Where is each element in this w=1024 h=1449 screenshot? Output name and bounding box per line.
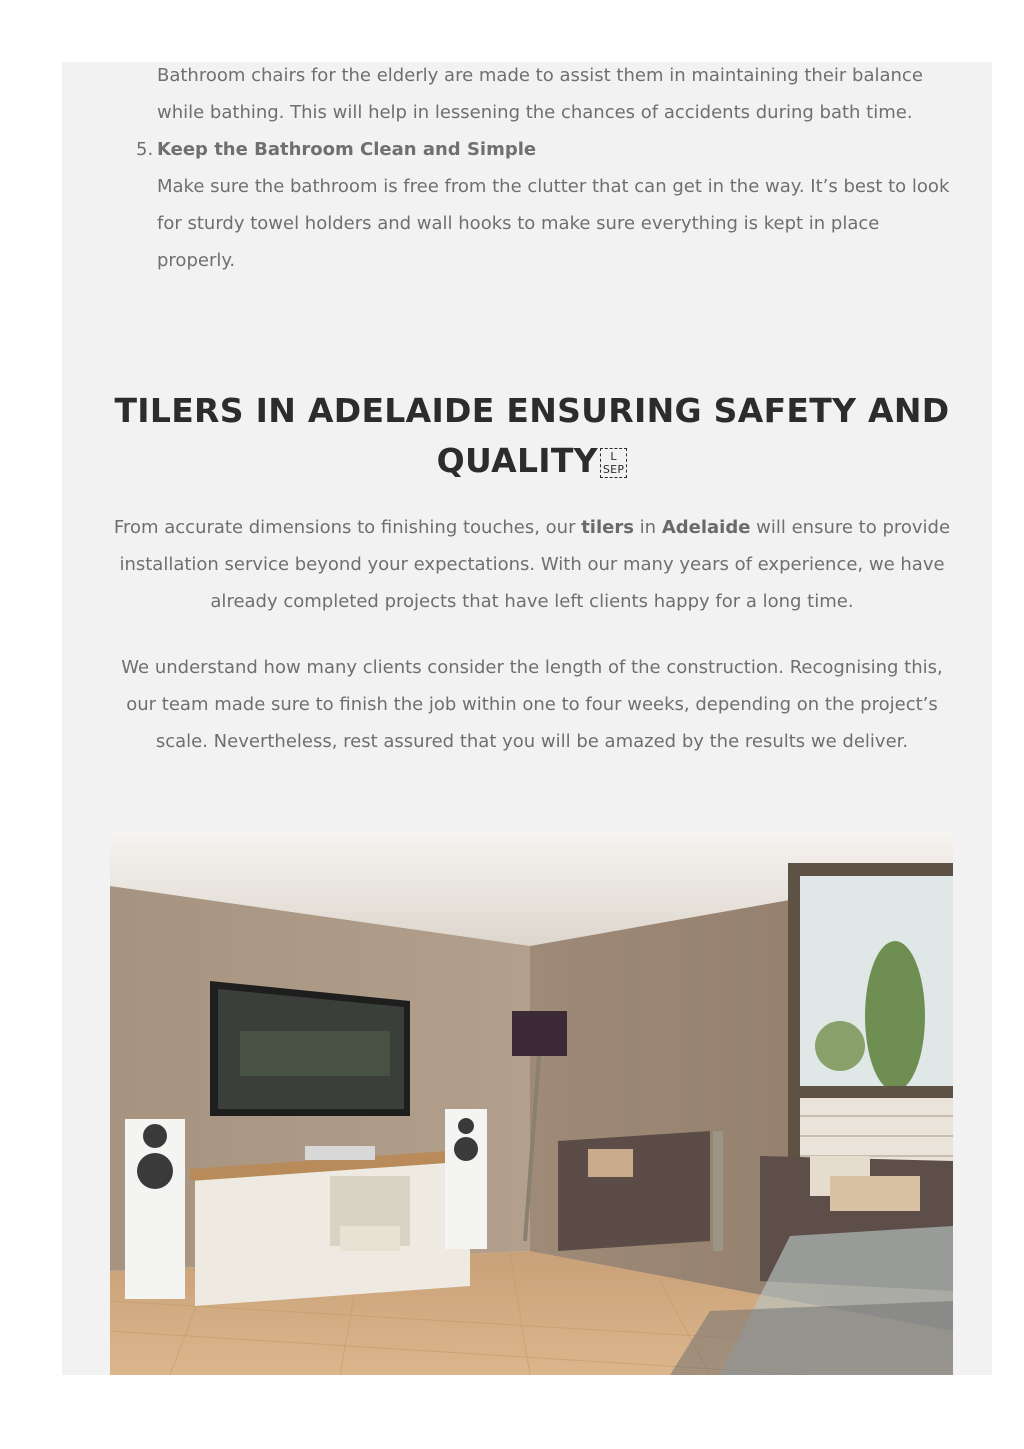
paragraph-2-line-3: scale. Nevertheless, rest assured that you will be amazed by the results we deliver. xyxy=(155,731,909,752)
list-item-5-text-line-1: Make sure the bathroom is free from the clutter that can get in the way. It’s best to look xyxy=(157,176,950,197)
keyword-tilers: tilers xyxy=(581,517,634,538)
section-heading-line-2 xyxy=(110,436,954,486)
sep-glyph-top: L xyxy=(610,449,617,463)
sep-glyph-bottom: SEP xyxy=(602,462,625,476)
living-room-illustration xyxy=(110,831,953,1375)
sep-glyph-box xyxy=(600,448,627,478)
paragraph-1-line-3: already completed projects that have left clients happy for a long time. xyxy=(210,591,854,612)
section-heading-line-1: TILERS IN ADELAIDE ENSURING SAFETY AND xyxy=(114,391,950,430)
list-item-4-text-line-2: while bathing. This will help in lessening the chances of accidents during bath time. xyxy=(157,102,913,123)
list-item-5-text-line-2: for sturdy towel holders and wall hooks to make sure everything is kept in place xyxy=(157,213,880,234)
section-heading-line-2-text: QUALITY xyxy=(436,441,598,480)
list-item-5-title: Keep the Bathroom Clean and Simple xyxy=(157,139,537,160)
keyword-adelaide: Adelaide xyxy=(661,517,751,538)
paragraph-1-line-1 xyxy=(106,509,958,546)
paragraph-1-text: From accurate dimensions to finishing touches, our xyxy=(113,517,582,538)
list-item-5-number: 5. xyxy=(136,139,154,160)
paragraph-2-line-1: We understand how many clients consider the length of the construction. Recognising this, xyxy=(121,657,943,678)
list-item-4-text-line-1: Bathroom chairs for the elderly are made to assist them in maintaining their balance xyxy=(157,65,923,86)
paragraph-1-line-2: installation service beyond your expectations. With our many years of experience, we have xyxy=(119,554,945,575)
living-room-photo xyxy=(110,831,953,1375)
paragraph-2-line-2: our team made sure to finish the job within one to four weeks, depending on the project’s xyxy=(126,694,938,715)
paragraph-1-text: will ensure to provide xyxy=(750,517,951,538)
paragraph-1-text: in xyxy=(633,517,662,538)
list-item-5-text-line-3: properly. xyxy=(157,250,236,271)
section-heading xyxy=(110,386,954,486)
